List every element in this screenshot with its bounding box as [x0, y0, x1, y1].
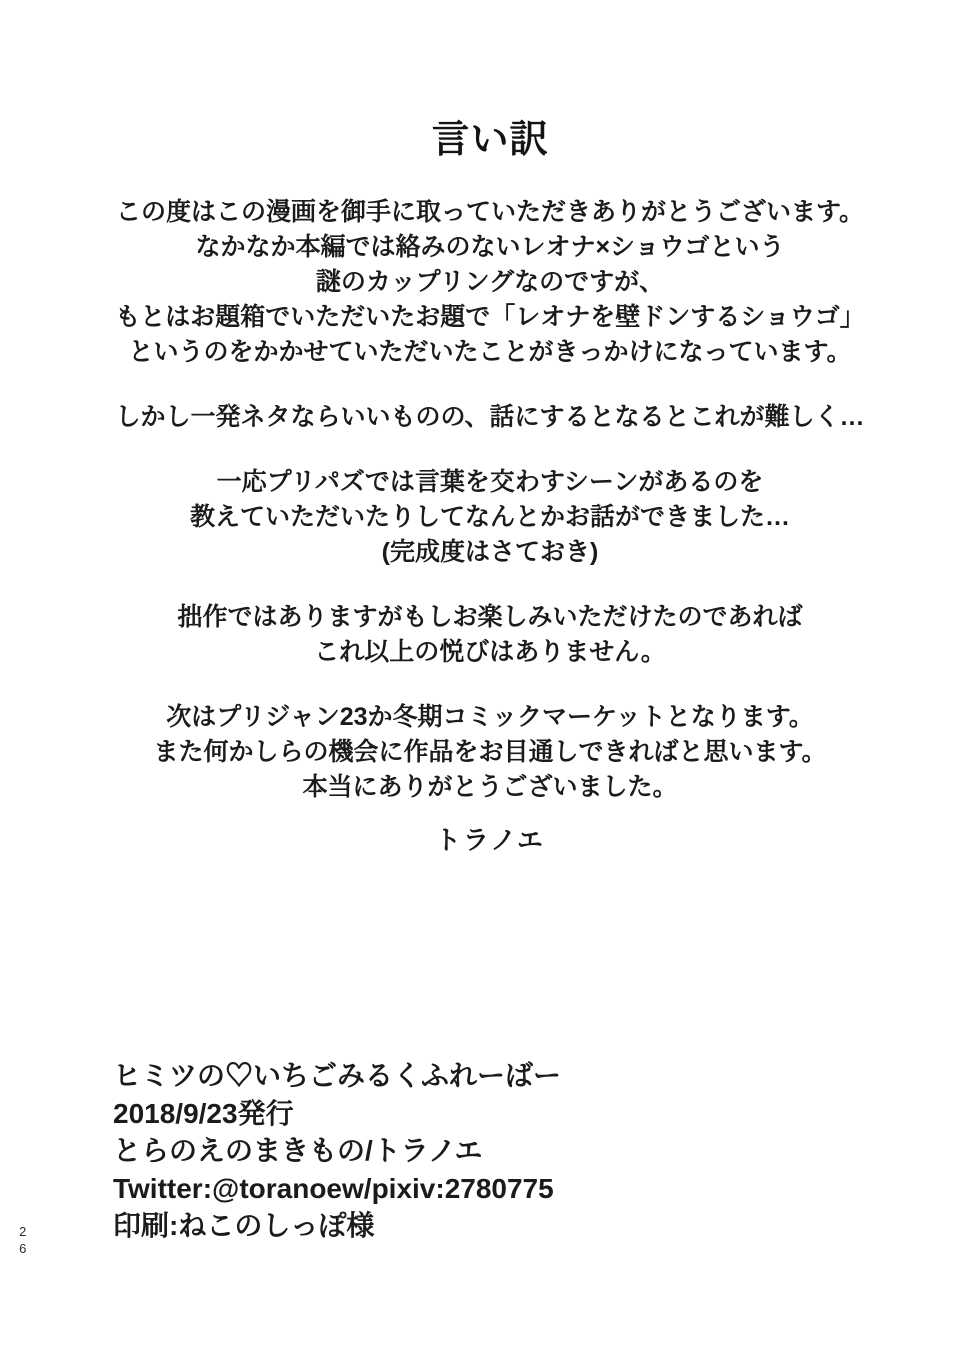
body-line: これ以上の悦びはありません。: [314, 638, 666, 666]
paragraph-enjoyment: [0, 600, 980, 670]
body-line: 謎のカップリングなのですが、: [315, 268, 665, 296]
paragraph-thanks: [0, 195, 980, 370]
body-line: 拙作ではありますがもしお楽しみいただけたのであれば: [177, 603, 803, 631]
colophon-book-title: ヒミツの♡いちごみるくふれーばー: [113, 1060, 562, 1091]
body-line: 一応プリパズでは言葉を交わすシーンがあるのを: [216, 468, 764, 496]
body-line: なかなか本編では絡みのないレオナ×ショウゴという: [195, 233, 785, 261]
page-title: 言い訳: [431, 119, 549, 161]
paragraph-difficulty: [0, 400, 980, 435]
colophon-circle-author: とらのえのまきもの/トラノエ: [113, 1135, 483, 1166]
body-line: しかし一発ネタならいいものの、話にするとなるとこれが難しく…: [115, 403, 865, 431]
colophon-contact: Twitter:@toranoew/pixiv:2780775: [113, 1172, 554, 1204]
page-number: 26: [15, 1224, 31, 1258]
body-line: 教えていただいたりしてなんとかお話ができました…: [189, 503, 790, 531]
body-line: また何かしらの機会に作品をお目通しできればと思います。: [153, 738, 827, 766]
body-line: この度はこの漫画を御手に取っていただきありがとうございます。: [115, 198, 864, 226]
body-line: というのをかかせていただいたことがきっかけになっています。: [128, 338, 852, 366]
body-line: 本当にありがとうございました。: [302, 773, 678, 801]
body-line: (完成度はさておき): [381, 538, 599, 566]
paragraph-pripaz: [0, 465, 980, 570]
author-signature: トラノエ: [435, 825, 545, 855]
colophon-printer: 印刷:ねこのしっぽ様: [113, 1210, 375, 1241]
afterword-body: [0, 195, 980, 858]
body-line: もとはお題箱でいただいたお題で「レオナを壁ドンするショウゴ」: [115, 303, 865, 331]
body-line: 次はプリジャン23か冬期コミックマーケットとなります。: [166, 703, 814, 731]
paragraph-next-event: [0, 700, 980, 805]
colophon: [113, 1057, 561, 1245]
colophon-publish-date: 2018/9/23発行: [113, 1097, 294, 1129]
